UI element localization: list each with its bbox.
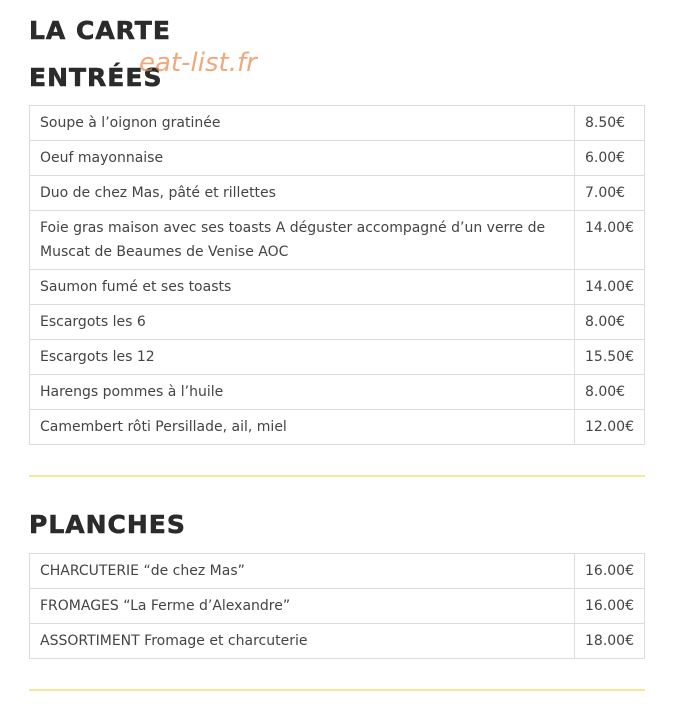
dish-name: Foie gras maison avec ses toasts A déguster accompagné d’un verre de Muscat de Beaumes de Venise AOC <box>30 211 575 270</box>
dish-price: 15.50€ <box>575 340 645 375</box>
menu-row <box>30 176 645 211</box>
menu-row <box>30 624 645 659</box>
dish-price: 6.00€ <box>575 141 645 176</box>
dish-name: CHARCUTERIE “de chez Mas” <box>30 554 575 589</box>
dish-price: 12.00€ <box>575 410 645 445</box>
menu-row <box>30 106 645 141</box>
section-title-planches: PLANCHES <box>29 510 186 539</box>
dish-price: 8.50€ <box>575 106 645 141</box>
dish-name: Soupe à l’oignon gratinée <box>30 106 575 141</box>
menu-row <box>30 340 645 375</box>
dish-name: Harengs pommes à l’huile <box>30 375 575 410</box>
menu-row <box>30 141 645 176</box>
menu-row <box>30 554 645 589</box>
menu-row <box>30 375 645 410</box>
dish-price: 7.00€ <box>575 176 645 211</box>
dish-name: Escargots les 12 <box>30 340 575 375</box>
section-title-entrees: ENTRÉES <box>29 63 163 92</box>
dish-price: 14.00€ <box>575 211 645 270</box>
dish-name: Saumon fumé et ses toasts <box>30 270 575 305</box>
dish-name: ASSORTIMENT Fromage et charcuterie <box>30 624 575 659</box>
dish-price: 8.00€ <box>575 305 645 340</box>
dish-price: 8.00€ <box>575 375 645 410</box>
dish-price: 16.00€ <box>575 554 645 589</box>
dish-name: Camembert rôti Persillade, ail, miel <box>30 410 575 445</box>
menu-row <box>30 211 645 270</box>
section-divider <box>29 475 645 477</box>
entrees-table <box>29 105 645 445</box>
menu-row <box>30 410 645 445</box>
dish-price: 14.00€ <box>575 270 645 305</box>
dish-price: 16.00€ <box>575 589 645 624</box>
menu-row <box>30 305 645 340</box>
menu-row <box>30 589 645 624</box>
page-title: LA CARTE <box>29 16 171 45</box>
planches-table <box>29 553 645 659</box>
dish-name: Oeuf mayonnaise <box>30 141 575 176</box>
planches-table-body <box>30 554 645 659</box>
menu-row <box>30 270 645 305</box>
watermark-logo: eat-list.fr <box>139 48 257 78</box>
entrees-table-body <box>30 106 645 445</box>
dish-name: FROMAGES “La Ferme d’Alexandre” <box>30 589 575 624</box>
section-divider <box>29 689 645 691</box>
dish-name: Escargots les 6 <box>30 305 575 340</box>
dish-price: 18.00€ <box>575 624 645 659</box>
dish-name: Duo de chez Mas, pâté et rillettes <box>30 176 575 211</box>
